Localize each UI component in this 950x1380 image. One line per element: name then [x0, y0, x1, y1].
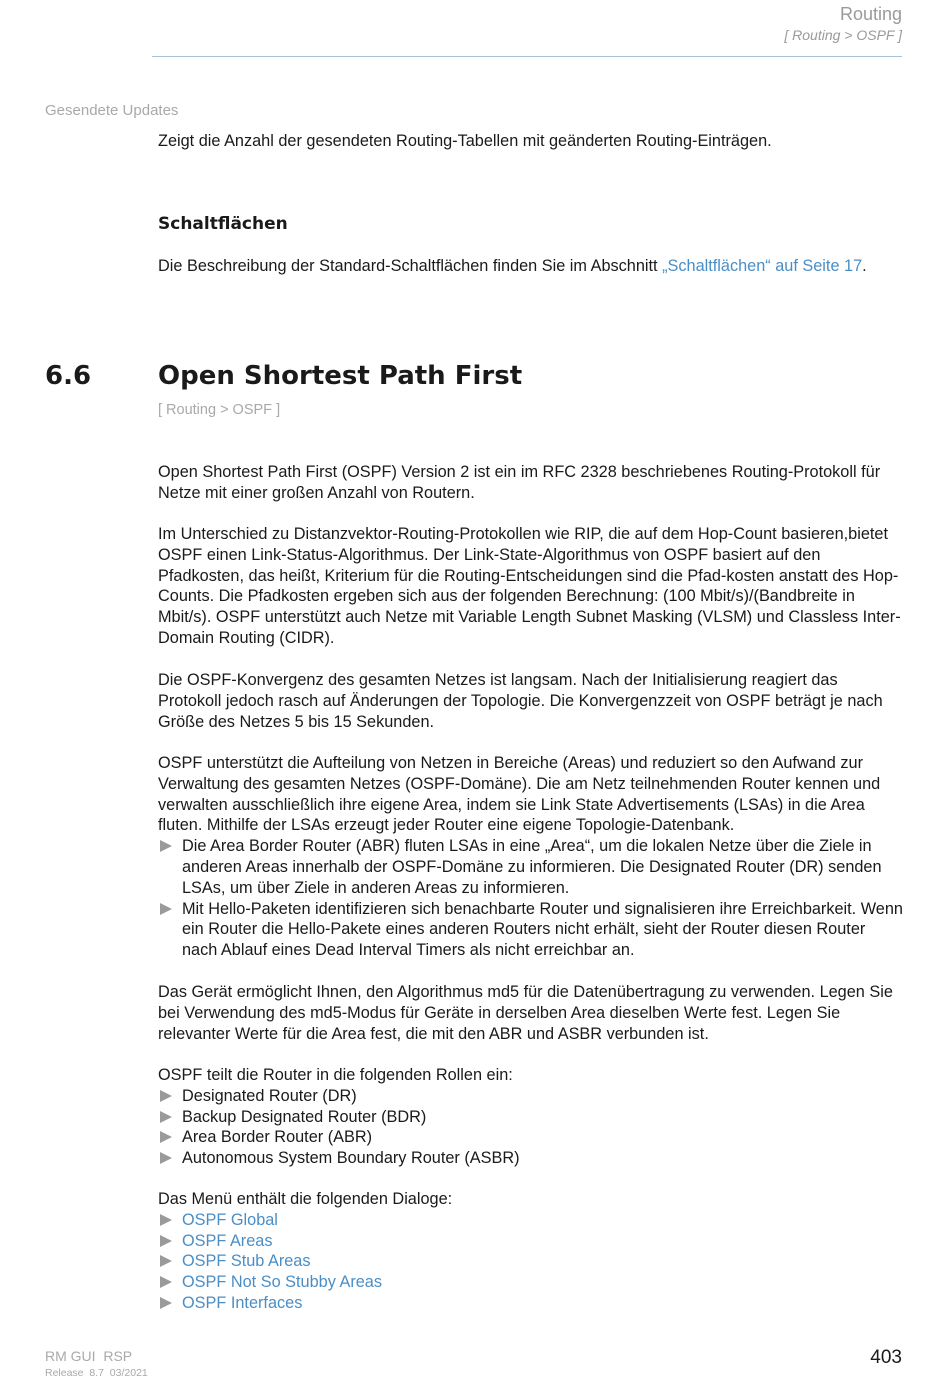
buttons-text: Die Beschreibung der Standard-Schaltflächen finden Sie im Abschnitt: [158, 257, 663, 275]
list-item: Autonomous System Boundary Router (ASBR): [158, 1148, 903, 1169]
paragraph-areas-block: [158, 753, 903, 961]
field-description: Zeigt die Anzahl der gesendeten Routing-Tabellen mit geänderten Routing-Einträgen.: [158, 132, 772, 150]
list-item: Mit Hello-Paketen identifizieren sich benachbarte Router und signalisieren ihre Erreichbarkeit. Wenn ein Router die Hello-Pakete eines anderen Routers nicht erhält, sieht der Router diesen Router nach Ablauf eines Dead Interval Timers als nicht erreichbar an.: [158, 899, 903, 961]
areas-bullet-list: [158, 836, 903, 961]
triangle-bullet-icon: [160, 1255, 172, 1267]
section-heading: Schaltflächen: [158, 214, 288, 234]
page-number: 403: [870, 1347, 902, 1368]
triangle-bullet-icon: [160, 840, 172, 852]
paragraph-areas: OSPF unterstützt die Aufteilung von Netzen in Bereiche (Areas) und reduziert so den Aufwand zur Verwaltung des gesamten Netzes (OSPF-Domäne). Die am Netz teilnehmenden Router kennen und verwalten ausschließlich ihre eigene Area, indem sie Link State Advertisements (LSAs) in die Area fluten. Mithilfe der LSAs erzeugt jeder Router eine eigene Topologie-Datenbank.: [158, 754, 881, 835]
dialog-link-ospf-areas[interactable]: OSPF Areas: [182, 1231, 273, 1250]
buttons-text-end: .: [862, 257, 867, 275]
triangle-bullet-icon: [160, 1111, 172, 1123]
dialog-link-ospf-stub-areas[interactable]: OSPF Stub Areas: [182, 1252, 311, 1271]
paragraph-intro: Open Shortest Path First (OSPF) Version 2 ist ein im RFC 2328 beschriebenes Routing-Protokoll für Netze mit einer großen Anzahl von Routern.: [158, 463, 881, 502]
roles-list: [158, 1086, 903, 1169]
list-item: [158, 1231, 903, 1252]
running-header-breadcrumb: [ Routing > OSPF ]: [784, 27, 902, 43]
triangle-bullet-icon: [160, 1152, 172, 1164]
list-item: [158, 1210, 903, 1231]
paragraph-algorithm: Im Unterschied zu Distanzvektor-Routing-Protokollen wie RIP, die auf dem Hop-Count basieren,bietet OSPF einen Link-Status-Algorithmus. Der Link-State-Algorithmus von OSPF basiert auf den Pfadkosten, das heißt, Kriterium für die Routing-Entscheidungen sind die Pfad-kosten anstatt des Hop-Counts. Die Pfadkosten ergeben sich aus der folgenden Berechnung: (100 Mbit/s)/(Bandbreite in Mbit/s). OSPF unterstützt auch Netze mit Variable Length Subnet Masking (VLSM) und Classless Inter-Domain Routing (CIDR).: [158, 525, 901, 647]
paragraph-dialogs-intro: Das Menü enthält die folgenden Dialoge:: [158, 1190, 453, 1208]
paragraph-roles-intro: OSPF teilt die Router in die folgenden Rollen ein:: [158, 1066, 513, 1084]
list-item: [158, 1272, 903, 1293]
list-item: Area Border Router (ABR): [158, 1127, 903, 1148]
triangle-bullet-icon: [160, 1131, 172, 1143]
triangle-bullet-icon: [160, 1235, 172, 1247]
list-item: Backup Designated Router (BDR): [158, 1107, 903, 1128]
paragraph-md5: Das Gerät ermöglicht Ihnen, den Algorithmus md5 für die Datenübertragung zu verwenden. Legen Sie bei Verwendung des md5-Modus für Geräte in derselben Area dieselben Werte fest. Legen Sie relevanter Werte für die Area fest, die mit den ABR und ASBR verbunden ist.: [158, 983, 893, 1043]
roles-block: [158, 1065, 903, 1169]
triangle-bullet-icon: [160, 1090, 172, 1102]
buttons-paragraph: [158, 256, 903, 277]
header-divider: [152, 56, 902, 57]
list-item: [158, 1251, 903, 1272]
triangle-bullet-icon: [160, 1214, 172, 1226]
chapter-breadcrumb: [ Routing > OSPF ]: [158, 402, 281, 418]
dialogs-list: [158, 1210, 903, 1314]
dialogs-block: [158, 1189, 903, 1314]
list-item: Die Area Border Router (ABR) fluten LSAs in eine „Area“, um die lokalen Netze über die Ziele in anderen Areas innerhalb der OSPF-Domäne zu informieren. Die Designated Router (DR) senden LSAs, um über Ziele in anderen Areas zu informieren.: [158, 836, 903, 898]
paragraph-convergence: Die OSPF-Konvergenz des gesamten Netzes ist langsam. Nach der Initialisierung reagiert das Protokoll jedoch rasch auf Änderungen der Topologie. Die Konvergenzzeit von OSPF beträgt je nach Größe des Netzes 5 bis 15 Sekunden.: [158, 671, 883, 731]
dialog-link-ospf-nssa[interactable]: OSPF Not So Stubby Areas: [182, 1273, 382, 1292]
running-header-title: Routing: [839, 4, 902, 24]
list-item: [158, 1293, 903, 1314]
chapter-title: Open Shortest Path First: [158, 361, 523, 391]
dialog-link-ospf-interfaces[interactable]: OSPF Interfaces: [182, 1293, 303, 1312]
page-reference-link[interactable]: „Schaltflächen“ auf Seite 17: [662, 257, 863, 275]
list-item: Designated Router (DR): [158, 1086, 903, 1107]
footer-release: Release 8.7 03/2021: [45, 1367, 148, 1379]
footer-document-name: RM GUI RSP: [45, 1348, 133, 1364]
triangle-bullet-icon: [160, 903, 172, 915]
triangle-bullet-icon: [160, 1276, 172, 1288]
triangle-bullet-icon: [160, 1297, 172, 1309]
field-label: Gesendete Updates: [45, 102, 179, 119]
dialog-link-ospf-global[interactable]: OSPF Global: [182, 1210, 278, 1229]
chapter-number: 6.6: [45, 361, 92, 391]
